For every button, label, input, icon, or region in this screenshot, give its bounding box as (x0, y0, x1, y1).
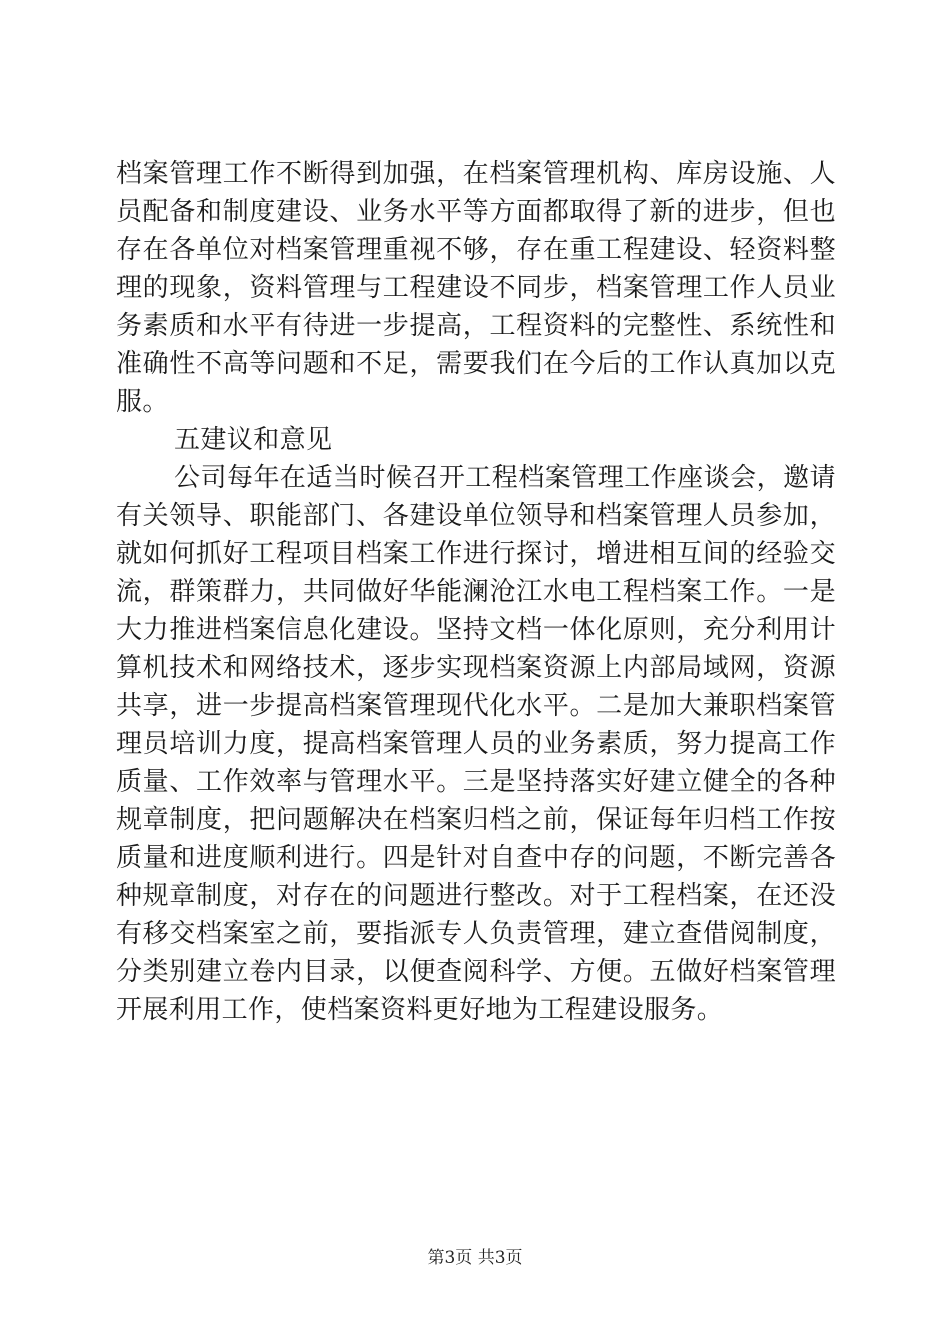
paragraph-line: 务素质和水平有待进一步提高，工程资料的完整性、系统性和 (116, 311, 836, 341)
document-body (116, 155, 836, 1029)
paragraph-line: 规章制度，把问题解决在档案归档之前，保证每年归档工作按 (116, 805, 836, 835)
paragraph-line: 质量、工作效率与管理水平。三是坚持落实好建立健全的各种 (116, 767, 836, 797)
paragraph-line: 准确性不高等问题和不足，需要我们在今后的工作认真加以克 (116, 349, 836, 379)
paragraph-line: 有关领导、职能部门、各建设单位领导和档案管理人员参加， (116, 501, 836, 531)
page-footer: 第3页 共3页 (427, 1248, 523, 1268)
paragraph-line: 就如何抓好工程项目档案工作进行探讨，增进相互间的经验交 (116, 539, 836, 569)
paragraph-line: 服。 (116, 387, 169, 417)
paragraph-line: 共享，进一步提高档案管理现代化水平。二是加大兼职档案管 (116, 691, 836, 721)
paragraph-line: 大力推进档案信息化建设。坚持文档一体化原则，充分利用计 (116, 615, 836, 645)
paragraph-line: 员配备和制度建设、业务水平等方面都取得了新的进步，但也 (116, 197, 836, 227)
paragraph-line: 存在各单位对档案管理重视不够，存在重工程建设、轻资料整 (116, 235, 836, 265)
paragraph-line: 质量和进度顺利进行。四是针对自查中存的问题，不断完善各 (116, 843, 836, 873)
paragraph-1 (116, 155, 836, 421)
paragraph-line: 档案管理工作不断得到加强，在档案管理机构、库房设施、人 (116, 159, 836, 189)
paragraph-line: 公司每年在适当时候召开工程档案管理工作座谈会，邀请 (174, 463, 836, 493)
paragraph-line: 理的现象，资料管理与工程建设不同步，档案管理工作人员业 (116, 273, 836, 303)
paragraph-line: 理员培训力度，提高档案管理人员的业务素质，努力提高工作 (116, 729, 836, 759)
paragraph-line: 流，群策群力，共同做好华能澜沧江水电工程档案工作。一是 (116, 577, 836, 607)
section-heading: 五建议和意见 (174, 425, 333, 455)
paragraph-2 (116, 459, 836, 1029)
paragraph-line: 算机技术和网络技术，逐步实现档案资源上内部局域网，资源 (116, 653, 836, 683)
paragraph-line: 开展利用工作，使档案资料更好地为工程建设服务。 (116, 995, 724, 1025)
paragraph-line: 分类别建立卷内目录，以便查阅科学、方便。五做好档案管理 (116, 957, 836, 987)
paragraph-line: 种规章制度，对存在的问题进行整改。对于工程档案，在还没 (116, 881, 836, 911)
paragraph-line: 有移交档案室之前，要指派专人负责管理，建立查借阅制度， (116, 919, 836, 949)
